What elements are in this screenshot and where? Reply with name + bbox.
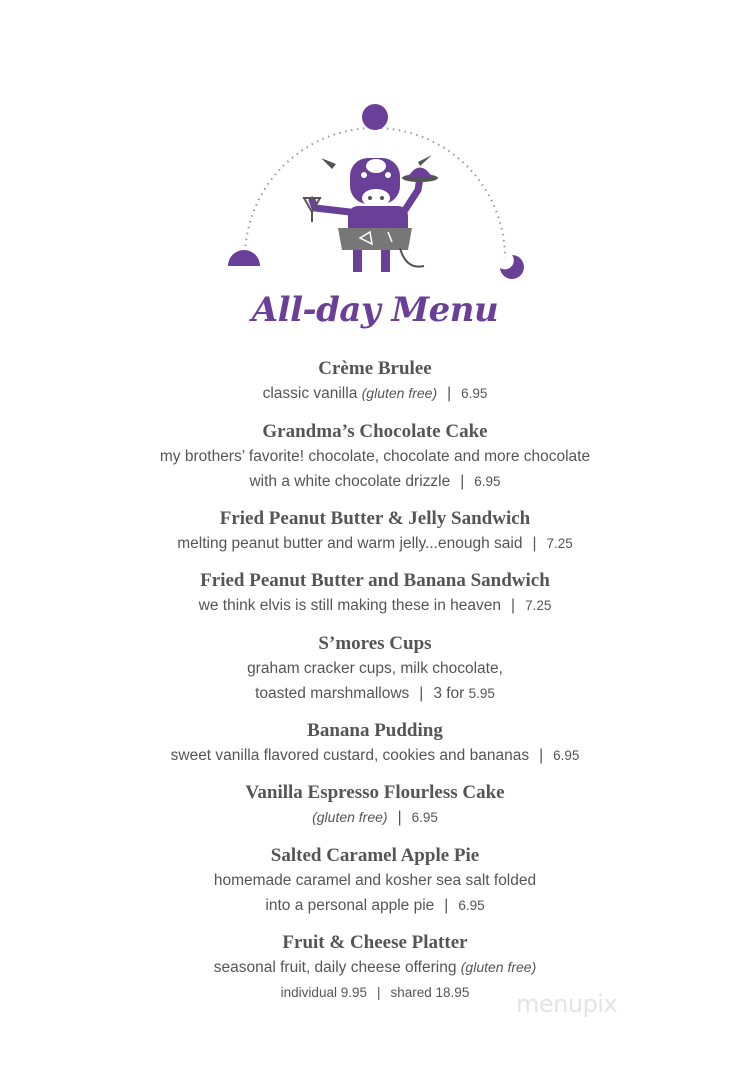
item-description: we think elvis is still making these in heaven | 7.25 [198,597,552,614]
menu-item [0,844,750,918]
menu-item [0,719,750,768]
item-name: Fruit & Cheese Platter [282,932,468,953]
item-description: seasonal fruit, daily cheese offering (gluten free) [213,959,537,976]
item-name: Salted Caramel Apple Pie [270,845,480,866]
menu-item [0,357,750,406]
menu-item [0,569,750,618]
item-name: Grandma’s Chocolate Cake [262,421,488,442]
item-description: sweet vanilla flavored custard, cookies and bananas | 6.95 [170,747,580,764]
item-description: classic vanilla (gluten free) | 6.95 [262,385,488,402]
item-price: 7.25 [525,598,552,613]
menu-item [0,420,750,494]
item-name: Crème Brulee [318,358,432,379]
item-price: individual 9.95 | shared 18.95 [280,985,470,1000]
item-description: melting peanut butter and warm jelly...enough said | 7.25 [177,535,573,552]
watermark: menupix [516,990,618,1018]
item-name: Banana Pudding [307,720,443,741]
menu-item [0,931,750,1005]
item-name: Vanilla Espresso Flourless Cake [245,782,505,803]
item-description: with a white chocolate drizzle | 6.95 [249,473,501,490]
menu-item [0,507,750,556]
item-price: 7.25 [546,536,573,551]
item-price: 6.95 [458,898,485,913]
menu-item [0,632,750,706]
item-name: Fried Peanut Butter & Jelly Sandwich [219,508,531,529]
item-price: 6.95 [474,474,501,489]
item-description: toasted marshmallows | 3 for 5.95 [255,685,495,702]
item-price: 6.95 [553,748,580,763]
item-price: 6.95 [411,810,438,825]
item-description: into a personal apple pie | 6.95 [265,897,485,914]
item-description: my brothers’ favorite! chocolate, chocolate and more chocolate [159,448,591,465]
item-price: 6.95 [461,386,488,401]
item-description: graham cracker cups, milk chocolate, [247,660,503,677]
item-description: (gluten free) | 6.95 [312,809,438,826]
item-description: homemade caramel and kosher sea salt folded [213,872,537,889]
menu-title: All-day Menu [251,290,499,330]
menu-item [0,781,750,830]
item-name: Fried Peanut Butter and Banana Sandwich [200,570,550,591]
item-price: 5.95 [468,686,495,701]
cow-logo [220,98,530,283]
item-name: S’mores Cups [318,633,432,654]
